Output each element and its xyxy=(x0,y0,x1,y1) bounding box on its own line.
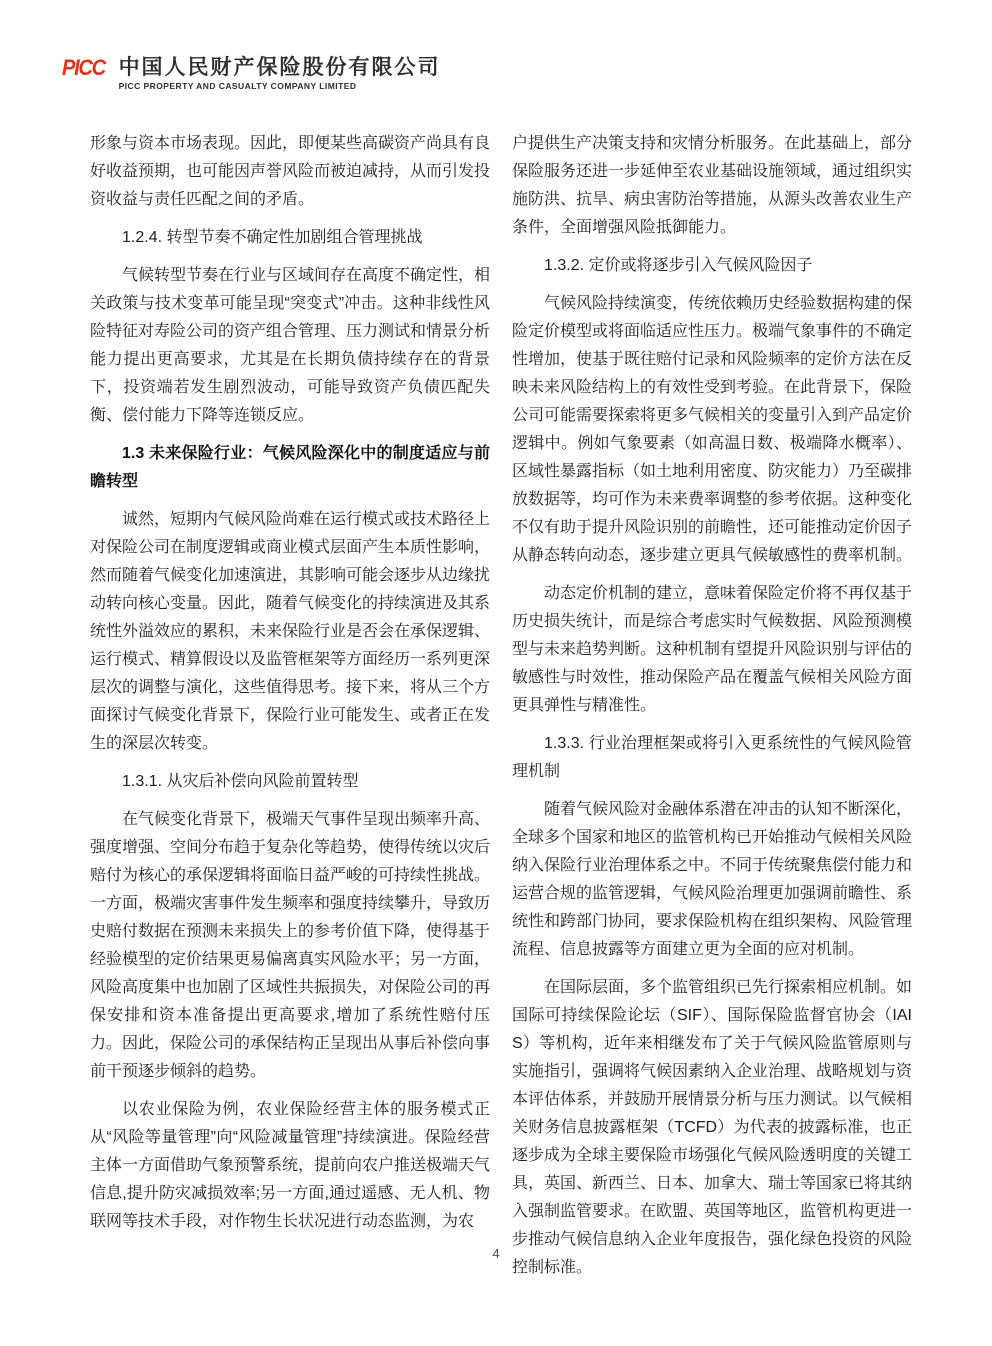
paragraph: 诚然，短期内气候风险尚难在运行模式或技术路径上对保险公司在制度逻辑或商业模式层面产生本质性影响，然而随着气候变化加速演进，其影响可能会逐步从边缘扰动转向核心变量。因此，随着气候变化的持续演进及其系统性外溢效应的累积，未来保险行业是否会在承保逻辑、运行模式、精算假设以及监管框架等方面经历一系列更深层次的调整与演化，这些值得思考。接下来，将从三个方面探讨气候变化背景下，保险行业可能发生、或者正在发生的深层次转变。 xyxy=(90,511,491,752)
page-number: 4 xyxy=(492,1246,500,1261)
paragraph: 在气候变化背景下，极端天气事件呈现出频率升高、强度增强、空间分布趋于复杂化等趋势，使得传统以灾后赔付为核心的承保逻辑将面临日益严峻的可持续性挑战。一方面，极端灾害事件发生频率和强度持续攀升，导致历史赔付数据在预测未来损失上的参考价值下降，使得基于经验模型的定价结果更易偏离真实风险水平；另一方面，风险高度集中也加剧了区域性共振损失，对保险公司的再保安排和资本准备提出更高要求,增加了系统性赔付压力。因此，保险公司的承保结构正呈现出从事后补偿向事前干预逐步倾斜的趋势。 xyxy=(90,811,491,1080)
company-name-english: PICC PROPERTY AND CASUALTY COMPANY LIMITED xyxy=(118,81,357,91)
paragraph: 气候转型节奏在行业与区域间存在高度不确定性，相关政策与技术变革可能呈现“突变式”冲击。这种非线性风险特征对寿险公司的资产组合管理、压力测试和情景分析能力提出更高要求，尤其是在长期负债持续存在的背景下，投资端若发生剧烈波动，可能导致资产负债匹配失衡、偿付能力下降等连锁反应。 xyxy=(90,267,491,424)
document-body xyxy=(90,130,912,1292)
paragraph: 气候风险持续演变，传统依赖历史经验数据构建的保险定价模型或将面临适应性压力。极端气象事件的不确定性增加，使基于既往赔付记录和风险频率的定价方法在反映未来风险结构上的有效性受到考验。在此背景下，保险公司可能需要探索将更多气候相关的变量引入到产品定价逻辑中。例如气象要素（如高温日数、极端降水概率）、区域性暴露指标（如土地利用密度、防灾能力）乃至碳排放数据等，均可作为未来费率调整的参考依据。这种变化不仅有助于提升风险识别的前瞻性，还可能推动定价因子从静态转向动态，逐步建立更具气候敏感性的费率机制。 xyxy=(512,295,913,564)
right-column xyxy=(512,130,912,1292)
section-subheading-1-3-3: 1.3.3. 行业治理框架或将引入更系统性的气候风险管理机制 xyxy=(512,735,912,780)
paragraph: 以农业保险为例，农业保险经营主体的服务模式正从“风险等量管理”向“风险减量管理”持续演进。保险经营主体一方面借助气象预警系统，提前向农户推送极端天气信息,提升防灾减损效率;另一方面,通过遥感、无人机、物联网等技术手段，对作物生长状况进行动态监测，为农 xyxy=(90,1101,491,1230)
company-names xyxy=(119,56,441,91)
paragraph: 随着气候风险对金融体系潜在冲击的认知不断深化，全球多个国家和地区的监管机构已开始推动气候相关风险纳入保险行业治理体系之中。不同于传统聚焦偿付能力和运营合规的监管逻辑，气候风险治理更加强调前瞻性、系统性和跨部门协同，要求保险机构在组织架构、风险管理流程、信息披露等方面建立更为全面的应对机制。 xyxy=(512,801,913,958)
paragraph: 在国际层面，多个监管组织已先行探索相应机制。如国际可持续保险论坛（SIF）、国际保险监督官协会（IAIS）等机构，近年来相继发布了关于气候风险监管原则与实施指引，强调将气候因素纳入企业治理、战略规划与资本评估体系，并鼓励开展情景分析与压力测试。以气候相关财务信息披露框架（TCFD）为代表的披露标准，也正逐步成为全球主要保险市场强化气候风险透明度的关键工具，英国、新西兰、日本、加拿大、瑞士等国家已将其纳入强制监管要求。在欧盟、英国等地区，监管机构更进一步推动气候信息纳入企业年度报告，强化绿色投资的风险控制标准。 xyxy=(512,979,913,1276)
section-subheading-1-3-2: 1.3.2. 定价或将逐步引入气候风险因子 xyxy=(544,257,813,274)
picc-logo: PICC xyxy=(62,55,105,80)
left-column xyxy=(90,130,490,1292)
paragraph: 户提供生产决策支持和灾情分析服务。在此基础上，部分保险服务还进一步延伸至农业基础设施领域，通过组织实施防洪、抗旱、病虫害防治等措施，从源头改善农业生产条件，全面增强风险抵御能力。 xyxy=(512,135,913,236)
paragraph: 动态定价机制的建立，意味着保险定价将不再仅基于历史损失统计，而是综合考虑实时气候数据、风险预测模型与未来趋势判断。这种机制有望提升风险识别与评估的敏感性与时效性，推动保险产品在覆盖气候相关风险方面更具弹性与精准性。 xyxy=(512,585,913,714)
paragraph: 形象与资本市场表现。因此，即便某些高碳资产尚具有良好收益预期，也可能因声誉风险而被迫减持，从而引发投资收益与责任匹配之间的矛盾。 xyxy=(90,135,491,208)
page-header xyxy=(62,56,441,91)
section-subheading-1-3-1: 1.3.1. 从灾后补偿向风险前置转型 xyxy=(122,773,359,790)
company-name-chinese: 中国人民财产保险股份有限公司 xyxy=(118,56,441,79)
section-heading-1-3: 1.3 未来保险行业：气候风险深化中的制度适应与前瞻转型 xyxy=(90,445,490,490)
section-subheading-1-2-4: 1.2.4. 转型节奏不确定性加剧组合管理挑战 xyxy=(122,229,423,246)
